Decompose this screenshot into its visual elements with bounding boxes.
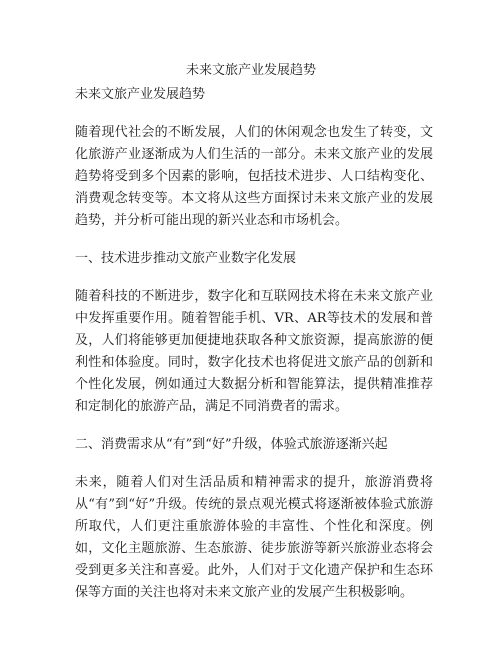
section-heading-2: 二、消费需求从“有”到“好”升级，体验式旅游逐渐兴起 — [75, 437, 388, 452]
section-body-2: 未来，随着人们对生活品质和精神需求的提升，旅游消费将从“有”到“好”升级。传统的景点观光模式将逐渐被体验式旅游所取代，人们更注重旅游体验的丰富性、个性化和深度。例如，文化主题旅游、生态旅游、徒步旅游等新兴旅游业态将会受到更多关注和喜爱。此外，人们对于文化遗产保护和生态环保等方面的关注也将对未来文旅产业的发展产生积极影响。 — [75, 475, 433, 600]
document-title: 未来文旅产业发展趋势 — [185, 63, 316, 78]
section-body-1: 随着科技的不断进步，数字化和互联网技术将在未来文旅产业中发挥重要作用。随着智能手机、VR、AR等技术的发展和普及，人们将能够更加便捷地获取各种文旅资源，提高旅游的便利性和体验度。同时，数字化技术也将促进文旅产品的创新和个性化发展，例如通过大数据分析和智能算法，提供精准推荐和定制化的旅游产品，满足不同消费者的需求。 — [75, 289, 433, 414]
document-body — [75, 86, 433, 622]
document-subtitle: 未来文旅产业发展趋势 — [75, 87, 206, 102]
section-heading-1: 一、技术进步推动文旅产业数字化发展 — [75, 251, 297, 266]
intro-paragraph: 随着现代社会的不断发展，人们的休闲观念也发生了转变，文化旅游产业逐渐成为人们生活的一部分。未来文旅产业的发展趋势将受到多个因素的影响，包括技术进步、人口结构变化、消费观念转变等。本文将从这些方面探讨未来文旅产业的发展趋势，并分析可能出现的新兴业态和市场机会。 — [75, 125, 433, 228]
